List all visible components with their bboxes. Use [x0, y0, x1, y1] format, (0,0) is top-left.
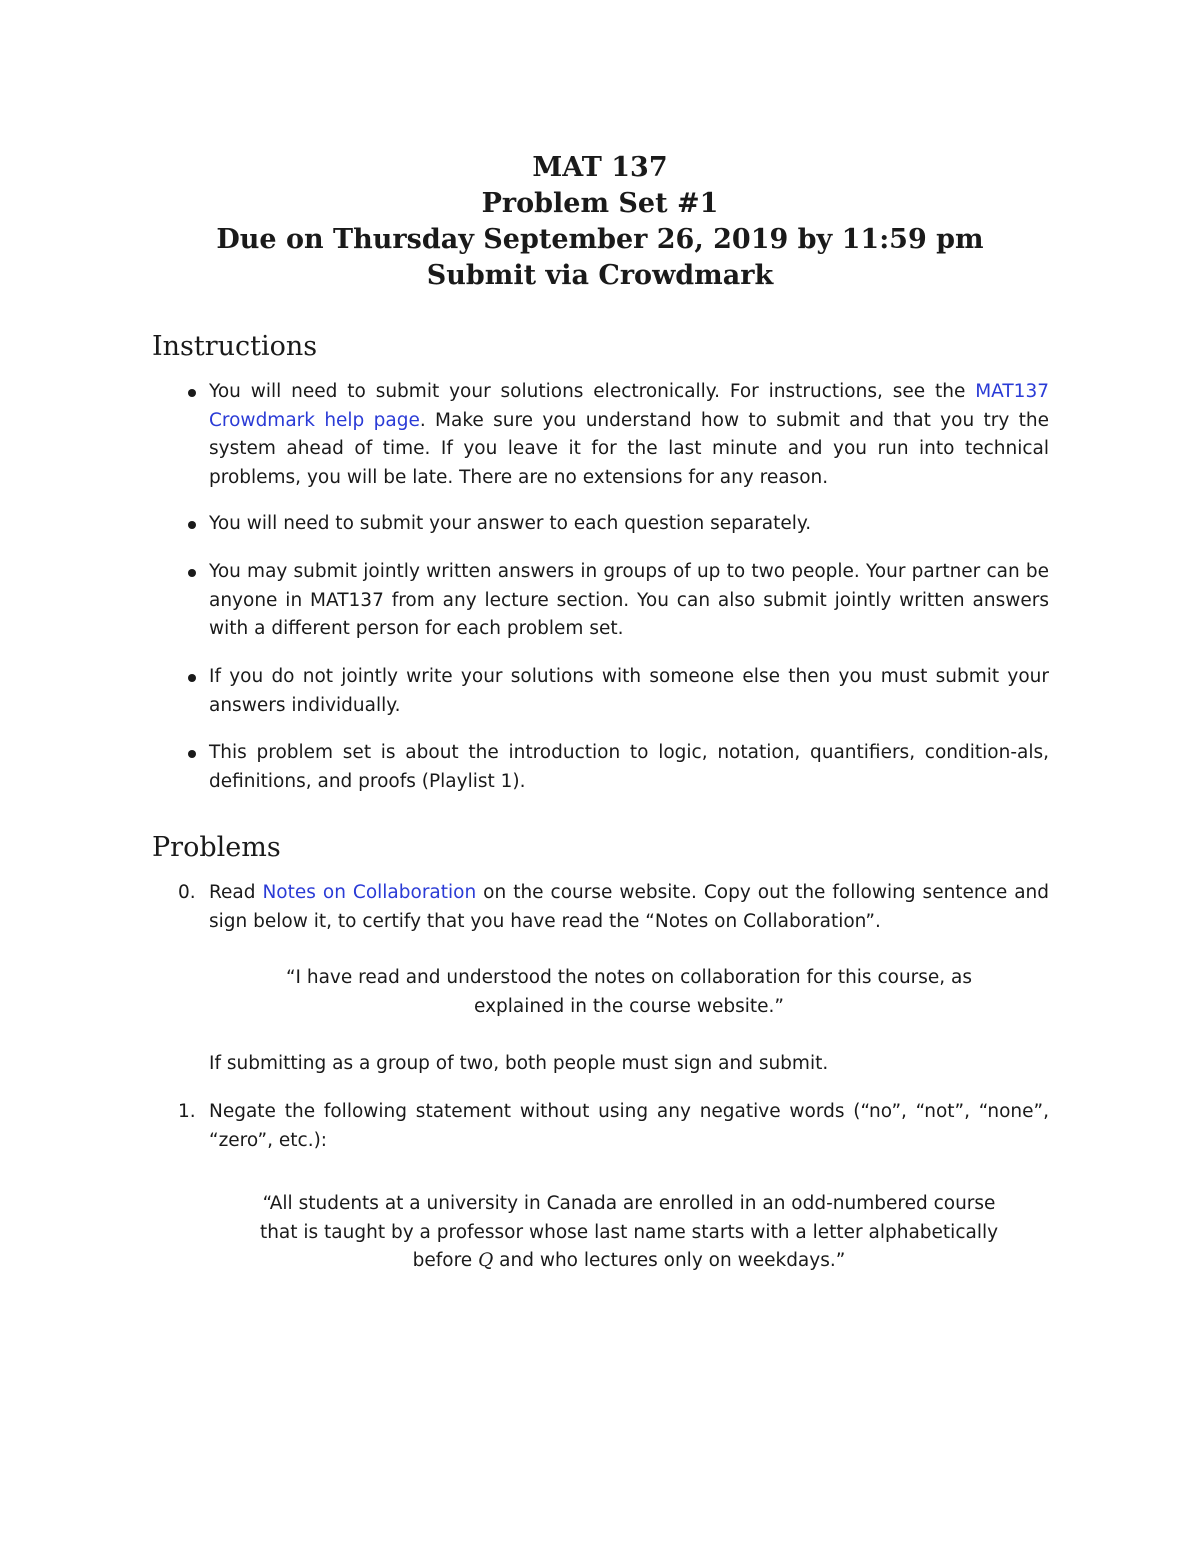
- group-signing-note: [209, 1050, 1049, 1079]
- variable-q: Q: [478, 1250, 494, 1271]
- bullet-icon: [188, 389, 196, 397]
- problem-1-text: Negate the following statement without using any negative words (“no”, “not”, “none”, “zero”, etc.):: [209, 1101, 1049, 1151]
- problem-1-number: 1.: [178, 1101, 196, 1122]
- problem-0-text-a: Read: [209, 882, 263, 903]
- problem-1-body: [209, 1098, 1049, 1155]
- instruction-2-text: You will need to submit your answer to each question separately.: [209, 513, 812, 534]
- crowdmark-help-link[interactable]: MAT137 Crowdmark help page: [209, 381, 1049, 431]
- instruction-3-text: You may submit jointly written answers in groups of up to two people. Your partner can be anyone in MAT137 from any lecture section. You can also submit jointly written answers with a different person for each problem set.: [209, 561, 1049, 639]
- negation-quote: [209, 1190, 1049, 1276]
- bullet-icon: [188, 569, 196, 577]
- course-title: MAT 137: [532, 152, 668, 183]
- submission-method: Submit via Crowdmark: [426, 260, 774, 291]
- instruction-item-1: [209, 378, 1049, 492]
- instruction-4-text: If you do not jointly write your solutions with someone else then you must submit your answers individually.: [209, 666, 1049, 716]
- document-header: [0, 150, 1200, 294]
- negation-quote-line-3-a: before: [412, 1250, 479, 1271]
- bullet-icon: [188, 674, 196, 682]
- instruction-1-text-b: . Make sure you understand how to submit and that you try the system ahead of time. If you leave it for the last minute and you run into technical problems, you will be late. There are no extensions for any reason.: [209, 409, 1049, 488]
- bullet-icon: [188, 750, 196, 758]
- notes-on-collaboration-link[interactable]: Notes on Collaboration: [262, 882, 477, 903]
- instruction-item-4: [209, 663, 1049, 720]
- negation-quote-line-2: that is taught by a professor whose last name starts with a letter alphabetically: [259, 1221, 999, 1243]
- instruction-item-5: [209, 739, 1049, 796]
- negation-quote-line-3: [209, 1247, 1049, 1276]
- instruction-item-2: [209, 510, 1049, 539]
- collaboration-quote-line-2: explained in the course website.”: [474, 995, 784, 1017]
- negation-quote-line-1: “All students at a university in Canada are enrolled in an odd-numbered course: [262, 1193, 996, 1214]
- instruction-item-3: [209, 558, 1049, 644]
- problem-0-text-b: on the course website. Copy out the following sentence and sign below it, to certify that you have read the “Notes on Collaboration”.: [209, 882, 1049, 932]
- instruction-1-text-a: You will need to submit your solutions electronically. For instructions, see the: [209, 381, 976, 402]
- instruction-5-text: This problem set is about the introduction to logic, notation, quantifiers, condition-als, definitions, and proofs (Playlist 1).: [209, 742, 1049, 792]
- collaboration-quote: [209, 964, 1049, 1021]
- negation-quote-line-3-b: and who lectures only on weekdays.”: [493, 1250, 846, 1271]
- bullet-icon: [188, 521, 196, 529]
- group-signing-note-text: If submitting as a group of two, both people must sign and submit.: [209, 1053, 829, 1074]
- problems-heading: Problems: [152, 832, 281, 863]
- problem-0-number: 0.: [178, 882, 196, 903]
- collaboration-quote-line-1: “I have read and understood the notes on collaboration for this course, as: [285, 967, 973, 988]
- due-date: Due on Thursday September 26, 2019 by 11:59 pm: [216, 224, 984, 255]
- problem-set-title: Problem Set #1: [481, 188, 719, 219]
- instructions-heading: Instructions: [152, 331, 318, 362]
- problem-0-body: [209, 879, 1049, 936]
